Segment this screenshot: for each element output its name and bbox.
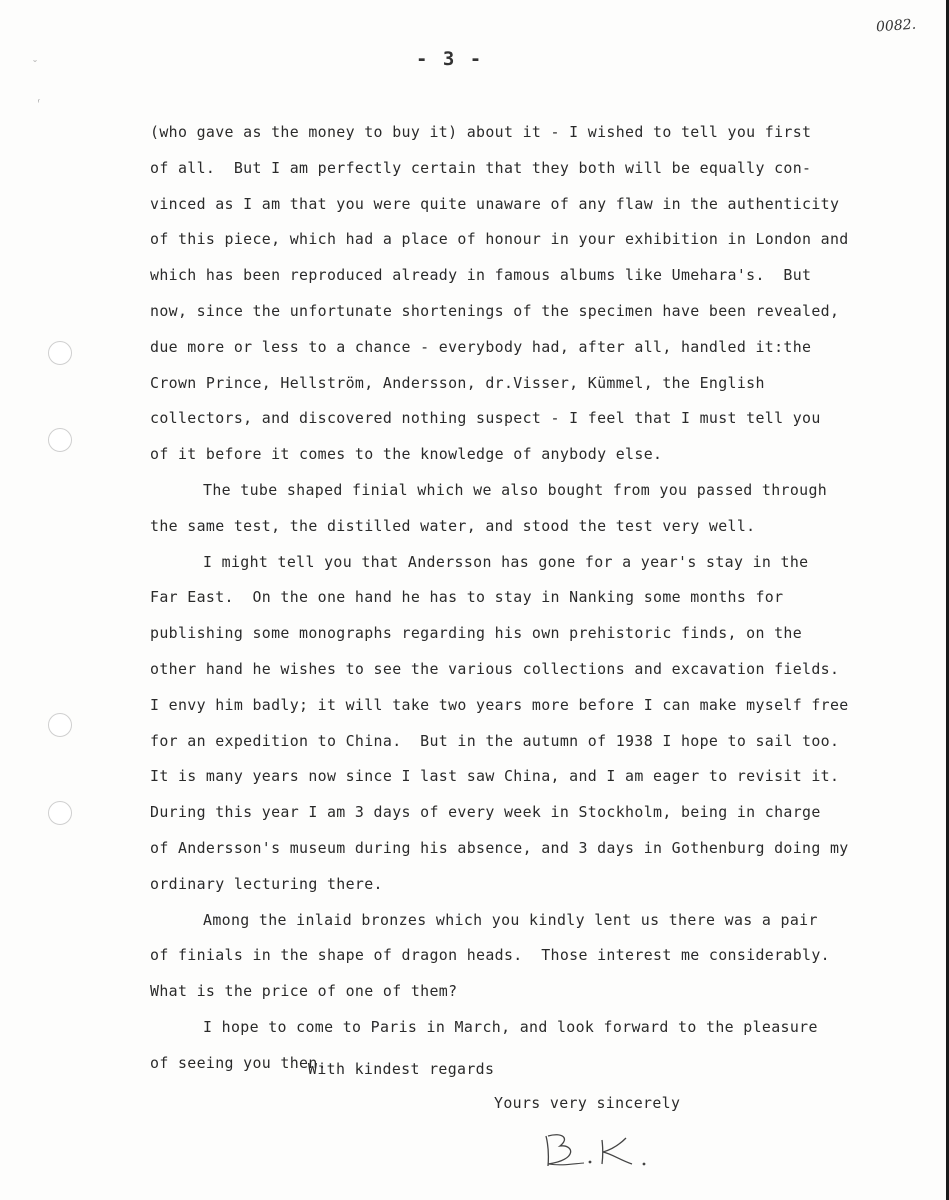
letter-line: Crown Prince, Hellström, Andersson, dr.Visser, Kümmel, the English [150,373,765,392]
margin-mark: ˘ [32,60,39,71]
letter-line: publishing some monographs regarding his own prehistoric finds, on the [150,624,803,643]
letter-line: During this year I am 3 days of every week in Stockholm, being in charge [150,803,821,822]
letter-line: Far East. On the one hand he has to stay in Nanking some months for [150,588,784,607]
signature [540,1130,670,1170]
letter-line: It is many years now since I last saw China, and I am eager to revisit it. [150,767,840,786]
letter-line: of seeing you then. [150,1053,327,1072]
punch-hole [48,713,72,737]
archive-number: 0082. [875,16,917,36]
letter-line: vinced as I am that you were quite unaware of any flaw in the authenticity [150,194,840,213]
letter-line: for an expedition to China. But in the autumn of 1938 I hope to sail too. [150,731,840,750]
letter-line: (who gave as the money to buy it) about it - I wished to tell you first [150,123,812,141]
page-number: - 3 - [416,48,484,70]
margin-mark: ʳ [36,98,43,109]
letter-line: collectors, and discovered nothing suspect - I feel that I must tell you [150,409,821,428]
letter-body [150,115,940,1082]
letter-line: Among the inlaid bronzes which you kindly lent us there was a pair [203,910,818,929]
letter-line: other hand he wishes to see the various collections and excavation fields. [150,659,840,678]
letter-line: of this piece, which had a place of honour in your exhibition in London and [150,230,849,249]
letter-line: of finials in the shape of dragon heads. Those interest me considerably. [150,946,830,965]
letter-line: The tube shaped finial which we also bought from you passed through [203,480,828,499]
letter-line: due more or less to a chance - everybody had, after all, handled it:the [150,337,812,356]
letter-line: What is the price of one of them? [150,982,458,1001]
closing-line: With kindest regards [308,1060,495,1078]
letter-line: I might tell you that Andersson has gone for a year's stay in the [203,552,809,571]
letter-line: of all. But I am perfectly certain that they both will be equally con- [150,158,812,177]
letter-line: ordinary lecturing there. [150,874,383,893]
punch-hole [48,341,72,365]
punch-hole [48,801,72,825]
letter-line: I hope to come to Paris in March, and look forward to the pleasure [203,1017,818,1036]
letter-line: I envy him badly; it will take two years more before I can make myself free [150,695,849,714]
letter-line: of it before it comes to the knowledge of anybody else. [150,445,663,464]
letter-line: of Andersson's museum during his absence, and 3 days in Gothenburg doing my [150,838,849,857]
letter-line: now, since the unfortunate shortenings of the specimen have been revealed, [150,301,840,320]
sign-off: Yours very sincerely [494,1094,681,1112]
letter-line: which has been reproduced already in famous albums like Umehara's. But [150,266,812,285]
letter-line: the same test, the distilled water, and stood the test very well. [150,516,756,535]
punch-hole [48,428,72,452]
